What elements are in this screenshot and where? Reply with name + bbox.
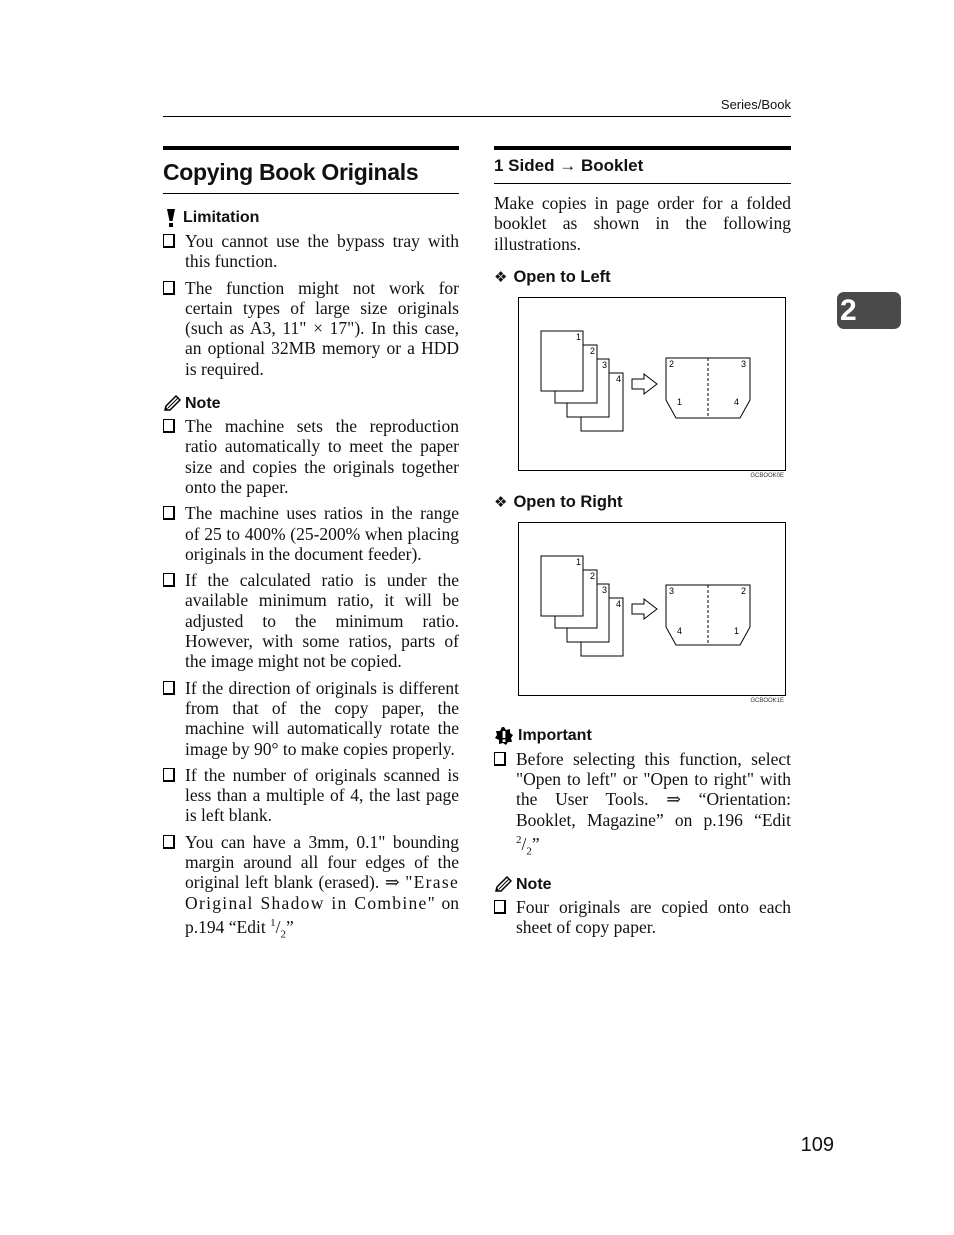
stack-number-2: 2	[590, 570, 596, 581]
chapter-tab	[837, 292, 901, 329]
stacked-originals	[541, 556, 623, 656]
pencil-icon	[163, 395, 181, 413]
booklet-number-b: 2	[741, 585, 747, 596]
checkbox-bullet-icon	[163, 506, 175, 520]
important-list	[494, 749, 791, 862]
booklet-number-a: 3	[669, 585, 675, 596]
stack-number-4: 4	[616, 373, 622, 384]
list-item: The function might not work for certain types of large size originals (such as A3, 11" × 17"). In this case, an optional 32MB memory or a HDD is required.	[163, 278, 459, 379]
list-item: Before selecting this function, select "Open to left" or "Open to right" with the User Tools. ⇒ “Orientation: Booklet, Magazine” on p.196 “Edit $^2/_2$”	[494, 749, 791, 862]
diamond-bullet-icon: ❖	[494, 494, 508, 512]
stack-number-4: 4	[616, 598, 622, 609]
open-left-figure	[518, 297, 786, 471]
see-arrow: ⇒	[666, 789, 681, 810]
left-column	[163, 146, 459, 951]
checkbox-bullet-icon	[163, 419, 175, 433]
list-item: The machine sets the reproduction ratio automatically to meet the paper size and copies the originals together onto the paper.	[163, 416, 459, 497]
open-right-figure	[518, 522, 786, 696]
open-right-heading: ❖ Open to Right	[494, 492, 623, 512]
list-item: Four originals are copied onto each sheet of copy paper.	[494, 897, 791, 938]
list-item: If the direction of originals is different from that of the copy paper, the machine will automatically rotate the image by 90° to make copies properly.	[163, 678, 459, 759]
limitation-label: Limitation	[183, 209, 260, 226]
checkbox-bullet-icon	[494, 900, 506, 914]
checkbox-bullet-icon	[163, 281, 175, 295]
list-item: You can have a 3mm, 0.1" bounding margin around all four edges of the original left blank (erased). ⇒ "Erase Original Shadow in Combine" on p.194 “Edit $^1/_2$”	[163, 832, 459, 945]
figure-code: GCBOOK0E	[750, 472, 784, 479]
intro-paragraph: Make copies in page order for a folded booklet as shown in the following illustrations.	[494, 193, 791, 254]
booklet-number-d: 1	[734, 625, 740, 636]
list-item: You cannot use the bypass tray with this function.	[163, 231, 459, 272]
checkbox-bullet-icon	[163, 234, 175, 248]
list-item: The machine uses ratios in the range of 25 to 400% (25-200% when placing originals in the document feeder).	[163, 503, 459, 564]
list-item: If the calculated ratio is under the available minimum ratio, it will be adjusted to the minimum ratio. However, with some ratios, parts of the image might not be copied.	[163, 570, 459, 671]
limitation-heading	[163, 208, 459, 228]
right-column	[494, 146, 791, 943]
see-arrow: ⇒	[384, 872, 400, 893]
note-list	[163, 416, 459, 944]
stack-number-1: 1	[576, 331, 582, 342]
list-item: If the number of originals scanned is less than a multiple of 4, the last page is left blank.	[163, 765, 459, 826]
checkbox-bullet-icon	[163, 573, 175, 587]
checkbox-bullet-icon	[163, 768, 175, 782]
important-heading	[494, 726, 791, 746]
chapter-number: 2	[840, 294, 857, 327]
pencil-icon	[494, 876, 512, 894]
checkbox-bullet-icon	[494, 752, 506, 766]
important-icon	[494, 726, 514, 746]
section-title: Copying Book Originals	[163, 146, 459, 194]
limitation-list	[163, 231, 459, 379]
booklet-number-c: 4	[677, 625, 683, 636]
figure-code: GCBOOK1E	[750, 697, 784, 704]
folded-booklet	[666, 358, 750, 418]
note-label: Note	[185, 395, 221, 413]
page-number: 109	[800, 1134, 834, 1156]
note-heading	[163, 395, 459, 413]
running-header-title: Series/Book	[720, 97, 791, 112]
booklet-number-d: 4	[734, 396, 740, 407]
open-left-heading: ❖ Open to Left	[494, 267, 611, 287]
right-arrow-icon: →	[559, 156, 577, 175]
diamond-bullet-icon: ❖	[494, 269, 508, 287]
exclamation-icon	[163, 208, 179, 228]
stack-number-3: 3	[602, 584, 608, 595]
stack-number-1: 1	[576, 556, 582, 567]
running-header	[163, 96, 791, 117]
stack-number-2: 2	[590, 345, 596, 356]
note-label: Note	[516, 875, 552, 893]
booklet-number-b: 3	[741, 358, 747, 369]
arrow-icon	[632, 374, 657, 394]
subsection-title: 1 Sided → Booklet	[494, 146, 791, 184]
cross-reference-link[interactable]: “Orientation: Booklet, Magazine” on p.196 “Edit $^2/_2$”	[516, 789, 791, 858]
folded-booklet	[666, 585, 750, 645]
cross-reference-link[interactable]: "Erase Original Shadow in Combine" on p.194 “Edit $^1/_2$”	[185, 872, 460, 941]
note-heading	[494, 876, 791, 894]
important-label: Important	[518, 726, 592, 744]
stack-number-3: 3	[602, 359, 608, 370]
arrow-icon	[632, 599, 657, 619]
booklet-number-a: 2	[669, 358, 675, 369]
right-note-list	[494, 897, 791, 938]
booklet-number-c: 1	[677, 396, 683, 407]
stacked-originals	[541, 331, 623, 431]
checkbox-bullet-icon	[163, 681, 175, 695]
checkbox-bullet-icon	[163, 835, 175, 849]
